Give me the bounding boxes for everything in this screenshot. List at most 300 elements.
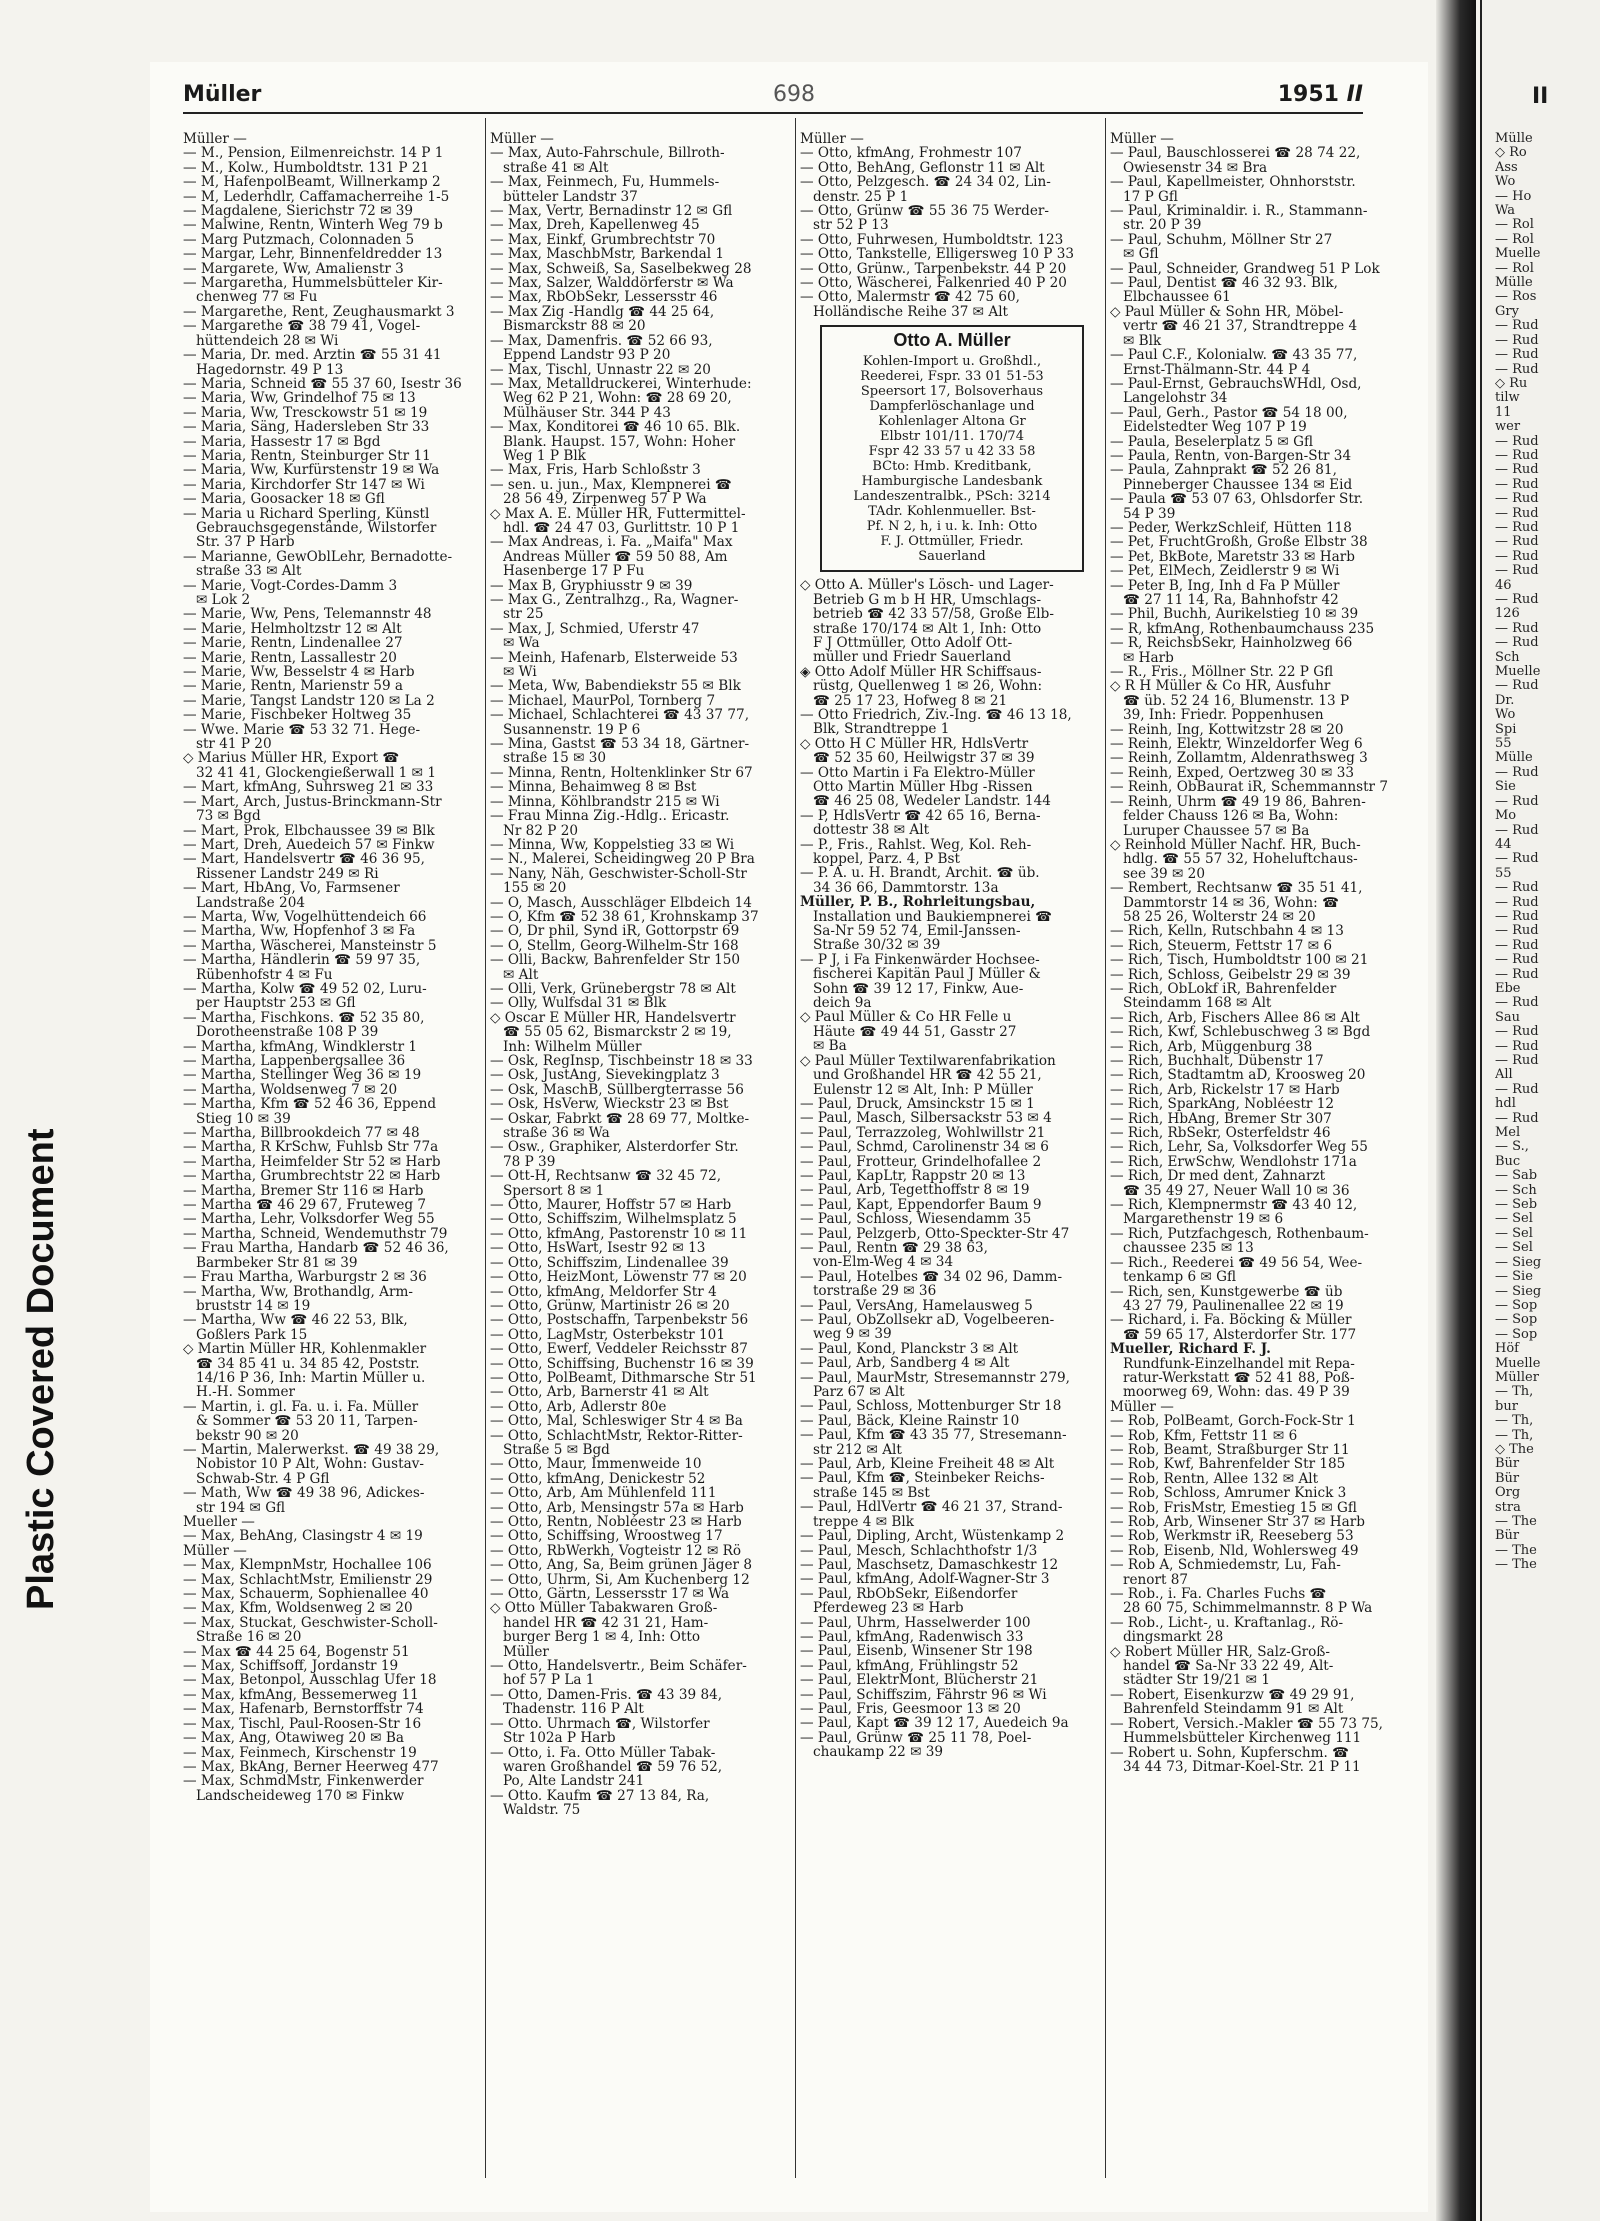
directory-entry: — Marie, Tangst Landstr 120 ✉ La 2: [183, 693, 435, 709]
adjacent-entry-fragment: — Rud: [1495, 505, 1539, 521]
directory-entry: — Margarete, Ww, Amalienstr 3: [183, 261, 404, 277]
directory-entry: — Max, Stuckat, Geschwister-Scholl-: [183, 1615, 438, 1631]
directory-entry: — Osk, JustAng, Sievekingplatz 3: [490, 1068, 720, 1083]
adjacent-entry-fragment: Höf: [1495, 1341, 1519, 1357]
directory-entry: Dammtorstr 14 ✉ 36, Wohn: ☎: [1110, 895, 1339, 910]
directory-entry: — Marg Putzmach, Colonnaden 5: [183, 232, 415, 248]
directory-entry: — Otto, Tankstelle, Elligersweg 10 P 33: [800, 247, 1075, 262]
directory-entry: burger Berg 1 ✉ 4, Inh: Otto: [490, 1630, 701, 1645]
adjacent-entry-fragment: — Rud: [1495, 1110, 1539, 1126]
advertisement-line: Fspr 42 33 57 u 42 33 58: [868, 444, 1036, 460]
adjacent-entry-fragment: Wa: [1495, 203, 1515, 219]
page-gutter: [1436, 0, 1476, 2221]
adjacent-page-text: [1495, 132, 1595, 1573]
directory-entry: — Minna, Rentn, Holtenklinker Str 67: [490, 765, 753, 781]
directory-entry: Installation und Baukiempnerei ☎: [800, 909, 1053, 925]
adjacent-entry-fragment: 55: [1495, 865, 1512, 881]
directory-entry: — Max, Fris, Harb Schloßstr 3: [490, 463, 701, 478]
directory-entry: — O, Masch, Ausschläger Elbdeich 14: [490, 895, 752, 910]
directory-entry: — Otto, Schiffszim, Wilhelmsplatz 5: [490, 1212, 737, 1227]
directory-entry: — Martha, Kfm ☎ 52 46 36, Eppend: [183, 1097, 437, 1112]
advertisement-title: Otto A. Müller: [893, 330, 1011, 351]
directory-entry: Müller —: [1110, 1399, 1174, 1415]
adjacent-entry-fragment: — Rol: [1495, 217, 1534, 233]
directory-entry: Thadenstr. 116 P Alt: [490, 1702, 644, 1717]
directory-entry: — Frau Minna Zig.-Hdlg.. Ericastr.: [490, 809, 730, 824]
directory-entry: Müller: [490, 1644, 549, 1660]
directory-entry: — Maria, Ww, Kurfürstenstr 19 ✉ Wa: [183, 463, 440, 478]
directory-entry: — Paul-Ernst, GebrauchsWHdl, Osd,: [1110, 376, 1362, 392]
adjacent-entry-fragment: Bür: [1495, 1528, 1520, 1544]
adjacent-entry-fragment: — Rud: [1495, 548, 1539, 564]
directory-entry: Eulenstr 12 ✉ Alt, Inh: P Müller: [800, 1082, 1033, 1097]
directory-entry: — Marie, Ww, Besselstr 4 ✉ Harb: [183, 665, 415, 680]
adjacent-entry-fragment: Wo: [1495, 707, 1516, 723]
adjacent-entry-fragment: Sie: [1495, 779, 1516, 795]
directory-entry: Straße 30/32 ✉ 39: [800, 938, 941, 953]
directory-entry: Müller —: [183, 132, 247, 147]
directory-entry: — Rich, Kwf, Schlebuschweg 3 ✉ Bgd: [1110, 1025, 1371, 1040]
adjacent-entry-fragment: — Sieg: [1495, 1254, 1542, 1270]
column-divider: [1105, 118, 1106, 2178]
directory-entry: Sohn ☎ 39 12 17, Finkw, Aue-: [800, 981, 1024, 997]
directory-entry: Stieg 10 ✉ 39: [183, 1111, 291, 1127]
adjacent-entry-fragment: hdl: [1495, 1096, 1516, 1112]
adjacent-entry-fragment: — Rud: [1495, 1024, 1539, 1040]
adjacent-entry-fragment: Sau: [1495, 1009, 1521, 1025]
directory-entry: — Paul, Arb, Sandberg 4 ✉ Alt: [800, 1356, 1010, 1371]
directory-entry: hdl. ☎ 24 47 03, Gurlittstr. 10 P 1: [490, 520, 740, 536]
directory-entry: Mülhäuser Str. 344 P 43: [490, 405, 671, 421]
directory-entry: — Martha, Händlerin ☎ 59 97 35,: [183, 953, 421, 968]
directory-entry: — Rob, Schloss, Amrumer Knick 3: [1110, 1486, 1347, 1501]
directory-entry: — Max, SchmdMstr, Finkenwerder: [183, 1774, 424, 1789]
directory-entry: ☎ 55 05 62, Bismarckstr 2 ✉ 19,: [490, 1025, 732, 1040]
directory-entry: — Martha, Lehr, Volksdorfer Weg 55: [183, 1212, 435, 1227]
directory-entry: — M, Lederhdlr, Caffamacherreihe 1-5: [183, 189, 450, 205]
adjacent-entry-fragment: — Rud: [1495, 1038, 1539, 1054]
directory-entry: — Otto, Maur, Immenweide 10: [490, 1457, 702, 1472]
directory-entry: — Rich, HbAng, Bremer Str 307: [1110, 1111, 1332, 1127]
directory-entry: straße 170/174 ✉ Alt 1, Inh: Otto: [800, 621, 1042, 636]
directory-entry: Otto Martin Müller Hbg -Rissen: [800, 779, 1033, 795]
directory-entry: — Otto, Damen-Fris. ☎ 43 39 84,: [490, 1687, 723, 1703]
directory-entry: — Rich, ObLokf iR, Bahrenfelder: [1110, 981, 1337, 997]
directory-entry: müller und Friedr Sauerland: [800, 650, 1012, 665]
directory-entry: handel HR ☎ 42 31 21, Ham-: [490, 1615, 709, 1631]
adjacent-entry-fragment: — Rud: [1495, 347, 1539, 363]
directory-entry: — Mart, kfmAng, Suhrsweg 21 ✉ 33: [183, 780, 434, 795]
adjacent-entry-fragment: — Rud: [1495, 1053, 1539, 1068]
adjacent-entry-fragment: — Rud: [1495, 952, 1539, 968]
directory-entry: Spersort 8 ✉ 1: [490, 1183, 605, 1199]
directory-entry: — R, kfmAng, Rothenbaumchauss 235: [1110, 621, 1375, 637]
adjacent-entry-fragment: — The: [1495, 1542, 1537, 1558]
directory-entry: — Mart, HbAng, Vo, Farmsener: [183, 881, 400, 896]
directory-entry: — Marie, Rentn, Lassallestr 20: [183, 650, 397, 666]
directory-entry: — Max Andreas, i. Fa. „Maifa" Max: [490, 535, 733, 550]
adjacent-entry-fragment: — Rud: [1495, 462, 1539, 478]
header-volume: II: [1346, 82, 1363, 107]
directory-entry: — R., Fris., Möllner Str. 22 P Gfl: [1110, 665, 1334, 680]
directory-entry: Sa-Nr 59 52 74, Emil-Janssen-: [800, 924, 1021, 939]
column-divider: [795, 118, 796, 2178]
adjacent-entry-fragment: — Rud: [1495, 851, 1539, 867]
directory-entry: — Peder, WerkzSchleif, Hütten 118: [1110, 520, 1352, 536]
directory-entry: — Olly, Wulfsdal 31 ✉ Blk: [490, 996, 667, 1011]
directory-entry: — Paul, kfmAng, Radenwisch 33: [800, 1629, 1024, 1645]
directory-entry: 34 44 73, Ditmar-Koel-Str. 21 P 11: [1110, 1759, 1361, 1775]
directory-entry: — Max, Damenfris. ☎ 52 66 93,: [490, 333, 713, 349]
directory-entry: Dorotheenstraße 108 P 39: [183, 1025, 379, 1040]
directory-entry: — Rich, Tisch, Humboldtstr 100 ✉ 21: [1110, 953, 1369, 968]
directory-entry: — Paula ☎ 53 07 63, Ohlsdorfer Str.: [1110, 492, 1364, 507]
directory-entry: Straße 5 ✉ Bgd: [490, 1442, 610, 1458]
adjacent-entry-fragment: Muelle: [1495, 1355, 1541, 1371]
directory-entry: — Max, Schauerm, Sophienallee 40: [183, 1587, 429, 1602]
directory-entry: — Marie, Fischbeker Holtweg 35: [183, 708, 412, 723]
adjacent-entry-fragment: — Rud: [1495, 635, 1539, 651]
directory-entry: — Otto, HeizMont, Löwenstr 77 ✉ 20: [490, 1270, 747, 1285]
directory-entry: — Paul, MaurMstr, Stresemannstr 279,: [800, 1370, 1070, 1386]
directory-entry: treppe 4 ✉ Blk: [800, 1514, 914, 1530]
directory-entry: — Paul, Dipling, Archt, Wüstenkamp 2: [800, 1529, 1065, 1544]
watermark-label: Plastic Covered Document: [20, 1128, 62, 1610]
directory-entry: — O, Dr phil, Synd iR, Gottorpstr 69: [490, 924, 740, 939]
directory-entry: hüttendeich 28 ✉ Wi: [183, 333, 339, 349]
directory-entry: Steindamm 168 ✉ Alt: [1110, 996, 1272, 1011]
directory-entry: — N., Malerei, Scheidingweg 20 P Bra: [490, 852, 755, 867]
directory-entry: — Math, Ww ☎ 49 38 96, Adickes-: [183, 1486, 425, 1501]
directory-entry: str 52 P 13: [800, 218, 889, 233]
directory-entry: — Richard, i. Fa. Böcking & Müller: [1110, 1313, 1352, 1328]
directory-entry: — Meinh, Hafenarb, Elsterweide 53: [490, 650, 738, 666]
adjacent-entry-fragment: — Sel: [1495, 1225, 1533, 1241]
directory-entry: — Rich, Schloss, Geibelstr 29 ✉ 39: [1110, 967, 1351, 982]
directory-entry: Gebrauchsgegenstände, Wilstorfer: [183, 520, 437, 536]
adjacent-entry-fragment: Mülle: [1495, 132, 1533, 146]
directory-entry: — Robert, Eisenkurzw ☎ 49 29 91,: [1110, 1687, 1355, 1703]
directory-entry: — Minna, Ww, Koppelstieg 33 ✉ Wi: [490, 837, 735, 853]
directory-entry: Müller, P. B., Rohrleitungsbau,: [800, 895, 1036, 910]
directory-entry: — Otto. Kaufm ☎ 27 13 84, Ra,: [490, 1788, 710, 1804]
directory-entry: Hagedornstr. 49 P 13: [183, 362, 344, 377]
directory-entry: — Martha, Lappenbergsallee 36: [183, 1054, 406, 1069]
directory-entry: — Max Zig -Handlg ☎ 44 25 64,: [490, 304, 715, 320]
directory-entry: Langelohstr 34: [1110, 391, 1228, 406]
directory-entry: dottestr 38 ✉ Alt: [800, 823, 930, 838]
directory-entry: — Paul, Frotteur, Grindelhofallee 2: [800, 1154, 1042, 1169]
header-year: [1278, 82, 1363, 107]
directory-entry: — Otto, Uhrm, Si, Am Kuchenberg 12: [490, 1572, 750, 1588]
directory-entry: Goßlers Park 15: [183, 1327, 308, 1343]
directory-entry: str 212 ✉ Alt: [800, 1442, 902, 1458]
directory-entry: waren Großhandel ☎ 59 76 52,: [490, 1759, 723, 1775]
directory-entry: 73 ✉ Bgd: [183, 809, 261, 824]
directory-entry: — Otto, Ang, Sa, Beim grünen Jäger 8: [490, 1558, 752, 1573]
directory-entry: 28 60 75, Schimmelmannstr. 8 P Wa: [1110, 1601, 1373, 1616]
directory-entry: Luruper Chaussee 57 ✉ Ba: [1110, 823, 1310, 838]
adjacent-entry-fragment: Müller: [1495, 1369, 1539, 1385]
directory-entry: vertr ☎ 46 21 37, Strandtreppe 4: [1110, 319, 1358, 334]
directory-entry: — O, Kfm ☎ 52 38 61, Krohnskamp 37: [490, 909, 759, 925]
directory-entry: — Nany, Näh, Geschwister-Scholl-Str: [490, 866, 747, 882]
directory-entry: — P., Fris., Rahlst. Weg, Kol. Reh-: [800, 837, 1032, 852]
adjacent-entry-fragment: — Rud: [1495, 332, 1539, 348]
directory-entry: 58 25 26, Wolterstr 24 ✉ 20: [1110, 909, 1316, 925]
directory-column-3: [800, 132, 1098, 2182]
directory-entry: — Paul, KapLtr, Rappstr 20 ✉ 13: [800, 1168, 1026, 1184]
adjacent-entry-fragment: — The: [1495, 1514, 1537, 1529]
adjacent-entry-fragment: — Rud: [1495, 592, 1539, 607]
directory-entry: ◇ Paul Müller Textilwarenfabrikation: [800, 1053, 1056, 1069]
directory-entry: betrieb ☎ 42 33 57/58, Große Elb-: [800, 607, 1054, 622]
directory-entry: — Otto, Arb, Mensingstr 57a ✉ Harb: [490, 1500, 744, 1515]
directory-entry: — Max, Schweiß, Sa, Saselbekweg 28: [490, 261, 752, 277]
directory-entry: — Rich., Reederei ☎ 49 56 54, Wee-: [1110, 1255, 1363, 1271]
directory-entry: — Otto, LagMstr, Osterbekstr 101: [490, 1327, 725, 1343]
directory-entry: — Martin, i. gl. Fa. u. i. Fa. Müller: [183, 1399, 419, 1415]
directory-entry: — Paul, Arb, Tegetthoffstr 8 ✉ 19: [800, 1183, 1030, 1198]
directory-entry: — Maria, Schneid ☎ 55 37 60, Isestr 36: [183, 376, 462, 392]
adjacent-entry-fragment: wer: [1495, 419, 1521, 435]
directory-entry: — Max, Betonpol, Ausschlag Ufer 18: [183, 1673, 437, 1688]
directory-entry: — Paul, Fris, Geesmoor 13 ✉ 20: [800, 1701, 1021, 1717]
directory-entry: Waldstr. 75: [490, 1803, 581, 1818]
directory-entry: Susannenstr. 19 P 6: [490, 722, 641, 738]
directory-entry: — Maria, Goosacker 18 ✉ Gfl: [183, 492, 385, 507]
directory-entry: — Marta, Ww, Vogelhüttendeich 66: [183, 909, 427, 925]
directory-entry: ◈ Otto Adolf Müller HR Schiffsaus-: [800, 664, 1042, 680]
directory-entry: F J Ottmüller, Otto Adolf Ott-: [800, 635, 1013, 651]
directory-entry: ✉ Blk: [1110, 333, 1162, 349]
adjacent-entry-fragment: Mel: [1495, 1125, 1521, 1141]
directory-entry: — Paul, Druck, Amsinckstr 15 ✉ 1: [800, 1096, 1035, 1112]
directory-entry: — Rich, Kelln, Rutschbahn 4 ✉ 13: [1110, 924, 1344, 939]
directory-entry: — Margarethe ☎ 38 79 41, Vogel-: [183, 319, 421, 334]
adjacent-entry-fragment: — Rud: [1495, 519, 1539, 535]
directory-entry: Hasenberge 17 P Fu: [490, 564, 645, 579]
directory-entry: — Marianne, GewOblLehr, Bernadotte-: [183, 549, 453, 565]
directory-entry: — Pet, ElMech, Zeidlerstr 9 ✉ Wi: [1110, 564, 1340, 579]
directory-entry: — Paul, Schiffszim, Fährstr 96 ✉ Wi: [800, 1687, 1047, 1702]
adjacent-entry-fragment: — Rud: [1495, 361, 1539, 377]
directory-entry: — Otto, kfmAng, Denickestr 52: [490, 1471, 706, 1487]
directory-entry: — Frau Martha, Handarb ☎ 52 46 36,: [183, 1241, 449, 1256]
directory-entry: Landstraße 204: [183, 895, 305, 910]
directory-entry: — Osk, HsVerw, Wieckstr 23 ✉ Bst: [490, 1097, 729, 1112]
directory-entry: — Paul, Schmd, Carolinenstr 34 ✉ 6: [800, 1140, 1049, 1155]
adjacent-entry-fragment: — Rud: [1495, 793, 1539, 809]
directory-entry: 43 27 79, Paulinenallee 22 ✉ 19: [1110, 1298, 1344, 1314]
directory-entry: Straße 16 ✉ 20: [183, 1630, 302, 1645]
directory-entry: — Paul, Gerh., Pastor ☎ 54 18 00,: [1110, 405, 1348, 421]
directory-entry: — Paul, Uhrm, Hasselwerder 100: [800, 1615, 1031, 1630]
directory-entry: — Rich, Dr med dent, Zahnarzt: [1110, 1169, 1326, 1184]
directory-entry: str. 20 P 39: [1110, 218, 1202, 233]
directory-entry: — O, Stellm, Georg-Wilhelm-Str 168: [490, 938, 739, 954]
directory-entry: — Martha, Heimfelder Str 52 ✉ Harb: [183, 1154, 441, 1170]
directory-entry: — Rich, Buchhalt, Dübenstr 17: [1110, 1054, 1324, 1069]
directory-entry: Bahrenfeld Steindamm 91 ✉ Alt: [1110, 1702, 1344, 1717]
directory-entry: — Otto, HsWart, Isestr 92 ✉ 13: [490, 1241, 706, 1256]
directory-entry: von-Elm-Weg 4 ✉ 34: [800, 1255, 954, 1270]
directory-entry: — Reinh, Exped, Oertzweg 30 ✉ 33: [1110, 765, 1355, 781]
directory-entry: — R, ReichsbSekr, Hainholzweg 66: [1110, 636, 1353, 651]
adjacent-entry-fragment: — S.,: [1495, 1139, 1529, 1155]
directory-column-2: [490, 132, 788, 2182]
directory-entry: — Magdalene, Sierichstr 72 ✉ 39: [183, 204, 414, 219]
directory-entry: — Rob, Rentn, Allee 132 ✉ Alt: [1110, 1471, 1319, 1487]
directory-entry: ✉ Alt: [490, 967, 539, 982]
directory-entry: — Paul, Pelzgerb, Otto-Speckter-Str 47: [800, 1226, 1070, 1241]
directory-entry: Owiesenstr 34 ✉ Bra: [1110, 160, 1268, 176]
directory-entry: — Max B, Gryphiusstr 9 ✉ 39: [490, 578, 693, 593]
adjacent-entry-fragment: Dr.: [1495, 692, 1515, 708]
directory-entry: ☎ 35 49 27, Neuer Wall 10 ✉ 36: [1110, 1183, 1350, 1199]
directory-entry: — Rob, Werkmstr iR, Reeseberg 53: [1110, 1529, 1354, 1544]
adjacent-entry-fragment: Muelle: [1495, 246, 1541, 262]
directory-entry: ◇ R H Müller & Co HR, Ausfuhr: [1110, 679, 1331, 694]
directory-entry: — Max, Salzer, Walddörferstr ✉ Wa: [490, 276, 734, 291]
directory-entry: ☎ 59 65 17, Alsterdorfer Str. 177: [1110, 1327, 1357, 1343]
directory-entry: — Marie, Ww, Pens, Telemannstr 48: [183, 607, 432, 622]
directory-entry: — Minna, Köhlbrandstr 215 ✉ Wi: [490, 794, 720, 810]
directory-entry: — Martha, Stellinger Weg 36 ✉ 19: [183, 1068, 422, 1083]
directory-entry: H.-H. Sommer: [183, 1385, 296, 1400]
directory-entry: — Rich, Arb, Fischers Allee 86 ✉ Alt: [1110, 1010, 1361, 1026]
directory-entry: Str. 37 P Harb: [183, 535, 295, 550]
directory-entry: ◇ Otto Müller Tabakwaren Groß-: [490, 1601, 718, 1616]
directory-entry: — Paul, Terrazzoleg, Wohlwillstr 21: [800, 1125, 1046, 1141]
directory-entry: straße 41 ✉ Alt: [490, 160, 609, 176]
directory-entry: Bismarckstr 88 ✉ 20: [490, 319, 646, 334]
directory-entry: Müller —: [1110, 132, 1174, 147]
directory-entry: — Paul, Dentist ☎ 46 32 93. Blk,: [1110, 276, 1338, 291]
directory-entry: str 25: [490, 607, 544, 622]
directory-entry: — Olli, Backw, Bahrenfelder Str 150: [490, 953, 741, 968]
directory-entry: 14/16 P 36, Inh: Martin Müller u.: [183, 1370, 426, 1386]
adjacent-entry-fragment: — Sel: [1495, 1240, 1533, 1256]
adjacent-entry-fragment: 126: [1495, 606, 1520, 622]
directory-entry: — Paul, Rentn ☎ 29 38 63,: [800, 1240, 988, 1256]
directory-entry: — Otto, Wäscherei, Falkenried 40 P 20: [800, 276, 1067, 291]
adjacent-entry-fragment: stra: [1495, 1499, 1521, 1515]
directory-entry: bruststr 14 ✉ 19: [183, 1298, 311, 1314]
directory-entry: — Otto Martin i Fa Elektro-Müller: [800, 765, 1035, 780]
directory-entry: ◇ Paul Müller & Sohn HR, Möbel-: [1110, 304, 1344, 320]
directory-entry: — Paul, Hotelbes ☎ 34 02 96, Damm-: [800, 1269, 1063, 1285]
directory-entry: — Frau Martha, Warburgstr 2 ✉ 36: [183, 1270, 427, 1285]
adjacent-entry-fragment: 44: [1495, 836, 1512, 852]
directory-entry: — Osw., Graphiker, Alsterdorfer Str.: [490, 1140, 739, 1155]
advertisement-line: Dampferlöschanlage und: [869, 399, 1035, 415]
directory-entry: — Rob, Kfm, Fettstr 11 ✉ 6: [1110, 1428, 1298, 1443]
directory-entry: Rundfunk-Einzelhandel mit Repa-: [1110, 1356, 1355, 1371]
directory-entry: — Paul, Maschsetz, Damaschkestr 12: [800, 1557, 1059, 1573]
adjacent-entry-fragment: — Rud: [1495, 563, 1539, 579]
directory-entry: — Rob, PolBeamt, Gorch-Fock-Str 1: [1110, 1414, 1356, 1429]
directory-entry: — Otto, kfmAng, Frohmestr 107: [800, 146, 1022, 161]
header-surname: Müller: [183, 82, 262, 107]
adjacent-entry-fragment: — Rud: [1495, 937, 1539, 953]
adjacent-entry-fragment: — Sel: [1495, 1211, 1533, 1227]
adjacent-entry-fragment: 46: [1495, 577, 1512, 593]
directory-entry: — Paula, Beselerplatz 5 ✉ Gfl: [1110, 434, 1314, 449]
directory-entry: ✉ Harb: [1110, 650, 1174, 666]
directory-entry: — Osk, MaschB, Süllbergterrasse 56: [490, 1082, 744, 1098]
directory-entry: — Martha, Woldsenweg 7 ✉ 20: [183, 1082, 398, 1098]
directory-entry: — Margar, Lehr, Binnenfeldredder 13: [183, 247, 443, 262]
directory-entry: 28 56 49, Zirpenweg 57 P Wa: [490, 492, 707, 507]
directory-entry: — Paul, Schneider, Grandweg 51 P Lok: [1110, 261, 1380, 277]
directory-entry: — Otto, RbWerkh, Vogteistr 12 ✉ Rö: [490, 1543, 742, 1559]
adjacent-entry-fragment: — Rol: [1495, 260, 1534, 276]
directory-entry: Müller —: [183, 1543, 247, 1559]
directory-entry: — Reinh, ObBaurat iR, Schemmannstr 7: [1110, 780, 1389, 795]
advertisement-line: Reederei, Fspr. 33 01 51-53: [860, 369, 1044, 385]
directory-entry: straße 145 ✉ Bst: [800, 1485, 930, 1501]
directory-entry: — Martha, Ww ☎ 46 22 53, Blk,: [183, 1313, 408, 1328]
directory-entry: — Paul, Bauschlosserei ☎ 28 74 22,: [1110, 146, 1361, 161]
advertisement-line: F. J. Ottmüller, Friedr.: [880, 534, 1024, 550]
directory-entry: — Otto, kfmAng, Pastorenstr 10 ✉ 11: [490, 1226, 748, 1242]
adjacent-entry-fragment: — Rud: [1495, 447, 1539, 463]
directory-entry: & Sommer ☎ 53 20 11, Tarpen-: [183, 1414, 418, 1429]
directory-entry: — Maria, Hassestr 17 ✉ Bgd: [183, 434, 381, 449]
directory-entry: — P J, i Fa Finkenwärder Hochsee-: [800, 952, 1040, 968]
directory-entry: 34 36 66, Dammtorstr. 13a: [800, 880, 999, 896]
directory-entry: ✉ Gfl: [1110, 247, 1159, 262]
directory-entry: — Max, Auto-Fahrschule, Billroth-: [490, 146, 725, 161]
directory-entry: — Paul, Grünw ☎ 25 11 78, Poel-: [800, 1730, 1032, 1746]
directory-entry: — Paul C.F., Kolonialw. ☎ 43 35 77,: [1110, 348, 1358, 363]
adjacent-entry-fragment: — The: [1495, 1557, 1537, 1573]
directory-entry: — Paul, kfmAng, Frühlingstr 52: [800, 1658, 1019, 1674]
directory-entry: moorweg 69, Wohn: das. 49 P 39: [1110, 1385, 1350, 1400]
directory-entry: — Marie, Helmholtzstr 12 ✉ Alt: [183, 621, 402, 637]
adjacent-entry-fragment: Ass: [1495, 159, 1518, 175]
advertisement-line: BCto: Hmb. Kreditbank,: [872, 459, 1032, 475]
directory-entry: — Otto, Rentn, Nobléestr 23 ✉ Harb: [490, 1515, 742, 1530]
directory-entry: — Marie, Rentn, Lindenallee 27: [183, 636, 403, 651]
directory-entry: — Otto, Mal, Schleswiger Str 4 ✉ Ba: [490, 1414, 743, 1429]
directory-entry: — Martha, Grumbrechtstr 22 ✉ Harb: [183, 1169, 441, 1184]
adjacent-entry-fragment: — Rud: [1495, 678, 1539, 694]
adjacent-entry-fragment: — Th,: [1495, 1384, 1534, 1400]
directory-entry: — Max, Vertr, Bernadinstr 12 ✉ Gfl: [490, 204, 733, 219]
directory-entry: — Otto, BehAng, Geflonstr 11 ✉ Alt: [800, 160, 1045, 176]
directory-entry: — Otto, Postschaffn, Tarpenbekstr 56: [490, 1313, 749, 1328]
adjacent-entry-fragment: All: [1495, 1067, 1513, 1083]
directory-entry: — Paul, RbObSekr, Eißendorfer: [800, 1586, 1018, 1602]
adjacent-entry-fragment: — Sieg: [1495, 1283, 1542, 1299]
directory-entry: Rübenhofstr 4 ✉ Fu: [183, 967, 333, 982]
directory-entry: dingsmarkt 28: [1110, 1630, 1224, 1645]
directory-entry: — Paul, Arb, Kleine Freiheit 48 ✉ Alt: [800, 1457, 1055, 1472]
directory-entry: — Otto, Gärtn, Lessersstr 17 ✉ Wa: [490, 1587, 730, 1602]
directory-entry: — Rich, sen, Kunstgewerbe ☎ üb: [1110, 1284, 1343, 1299]
adjacent-entry-fragment: — Rud: [1495, 476, 1539, 492]
directory-entry: — Otto, Ewerf, Veddeler Reichsstr 87: [490, 1342, 748, 1357]
adjacent-entry-fragment: — Rud: [1495, 491, 1539, 507]
adjacent-entry-fragment: — Rud: [1495, 822, 1539, 838]
adjacent-entry-fragment: bur: [1495, 1398, 1518, 1414]
adjacent-entry-fragment: — Th,: [1495, 1427, 1534, 1443]
directory-entry: — Paul, ElektrMont, Blücherstr 21: [800, 1673, 1039, 1688]
adjacent-entry-fragment: Muelle: [1495, 664, 1541, 680]
directory-entry: — Paul, Masch, Silbersackstr 53 ✉ 4: [800, 1111, 1052, 1126]
